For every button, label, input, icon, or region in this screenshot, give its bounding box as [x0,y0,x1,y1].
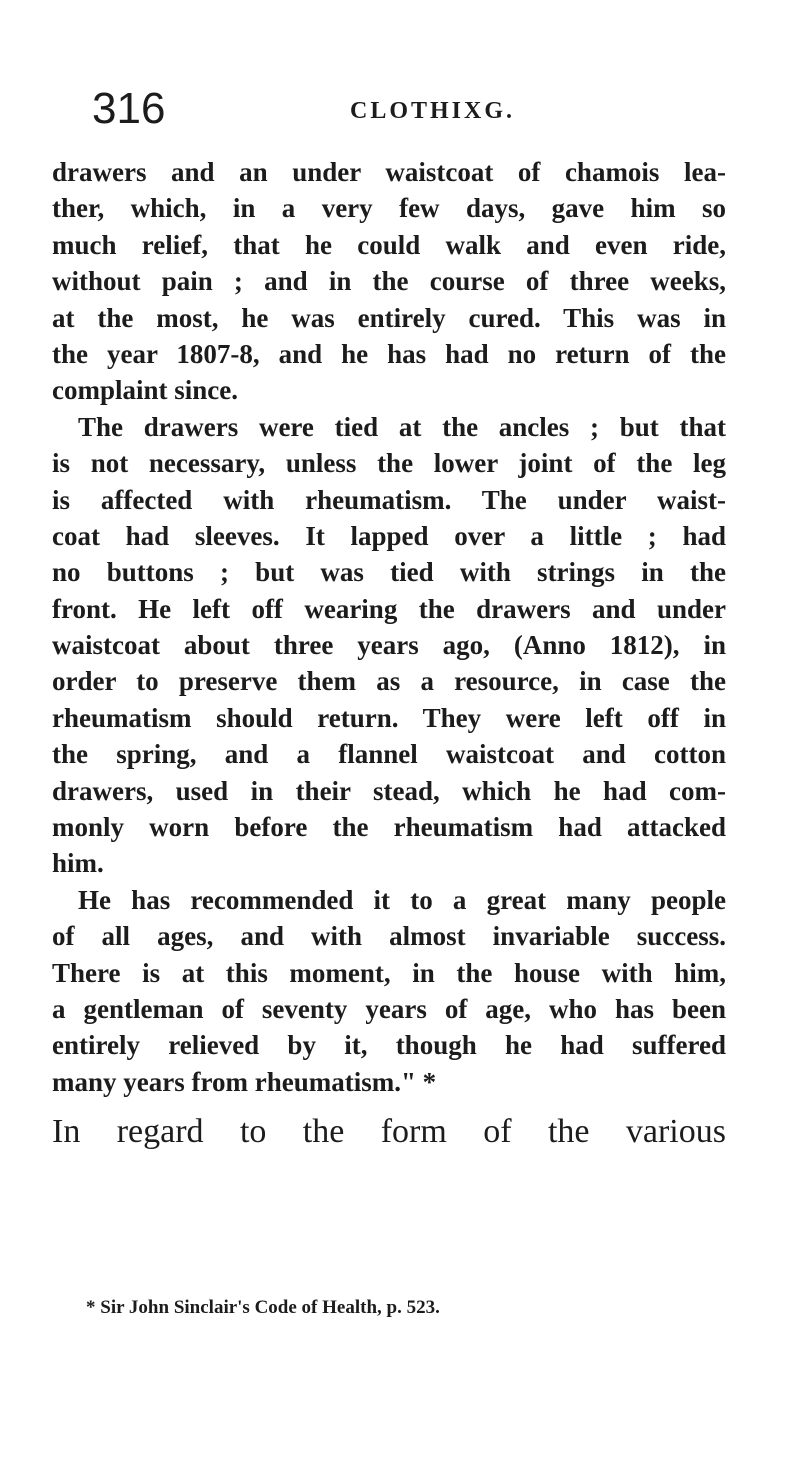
body-text [52,154,726,1156]
text-line: the spring, and a flannel waistcoat and cotton [52,739,726,770]
text-line-large: In regard to the form of the various [52,1113,726,1151]
page-header [92,84,732,144]
text-line: him. [52,848,104,879]
text-line: front. He left off wearing the drawers and under [52,593,726,624]
text-line: many years from rheumatism." * [52,1066,437,1097]
text-line: much relief, that he could walk and even ride, [52,229,726,260]
text-line: monly worn before the rheumatism had attacked [52,812,726,843]
text-line: is affected with rheumatism. The under waist- [52,484,726,515]
text-line: at the most, he was entirely cured. This was in [52,302,726,333]
text-line: drawers, used in their stead, which he had com- [52,775,726,806]
text-line: a gentleman of seventy years of age, who has been [52,993,726,1024]
footnote: * Sir John Sinclair's Code of Health, p. 523. [86,1297,440,1318]
text-line: rheumatism should return. They were left off in [52,702,726,733]
text-line: The drawers were tied at the ancles ; but that [78,411,726,442]
text-line: drawers and an under waistcoat of chamois lea- [52,157,726,187]
page-number: 316 [92,84,166,133]
text-line: of all ages, and with almost invariable success. [52,921,726,952]
text-line: without pain ; and in the course of three weeks, [52,266,726,297]
text-line: There is at this moment, in the house with him, [52,957,726,988]
text-line: ther, which, in a very few days, gave him so [52,193,726,224]
text-line: complaint since. [52,375,238,406]
text-line: the year 1807-8, and he has had no return of the [52,338,726,369]
text-line: coat had sleeves. It lapped over a little ; had [52,520,726,551]
running-head: CLOTHIXG. [350,98,516,124]
text-line: entirely relieved by it, though he had suffered [52,1030,726,1061]
text-line: no buttons ; but was tied with strings in the [52,557,726,588]
text-line: He has recommended it to a great many people [78,884,726,915]
text-line: order to preserve them as a resource, in case the [52,666,726,697]
text-line: is not necessary, unless the lower joint of the leg [52,448,726,479]
text-line: waistcoat about three years ago, (Anno 1812), in [52,630,726,661]
